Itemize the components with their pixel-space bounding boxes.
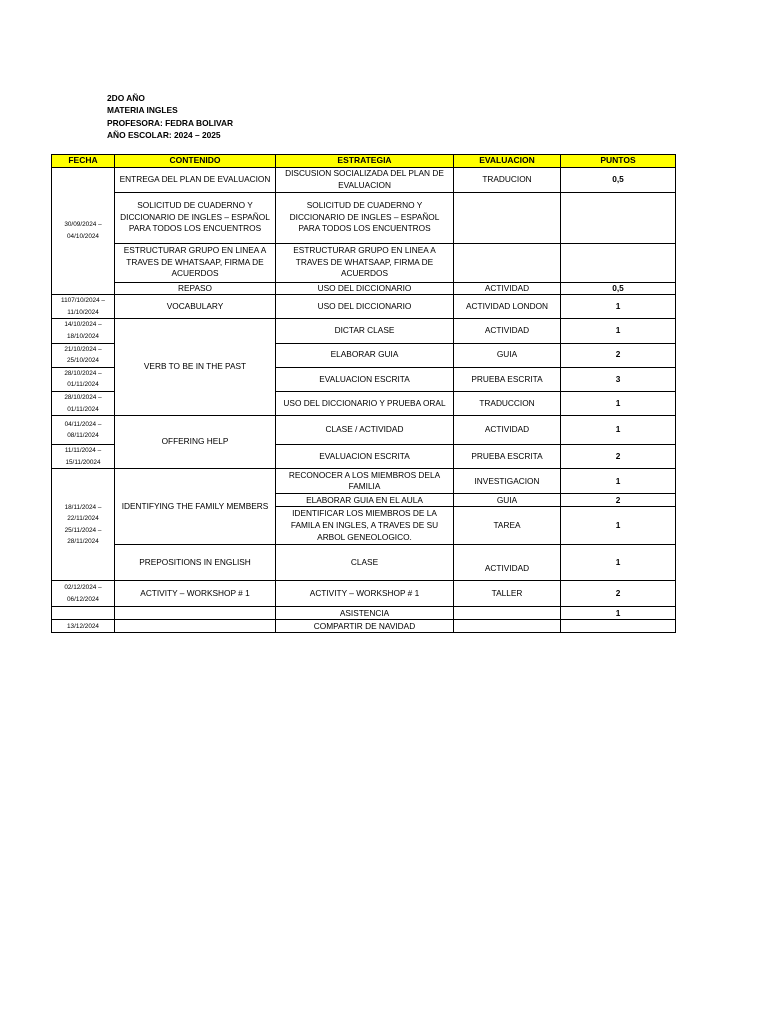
evaluation-cell: TRADUCCION bbox=[454, 391, 561, 415]
content-cell: PREPOSITIONS IN ENGLISH bbox=[115, 545, 276, 581]
date-cell bbox=[52, 607, 115, 620]
date-cell: 28/10/2024 – 01/11/2024 bbox=[52, 367, 115, 391]
date-cell: 13/12/2024 bbox=[52, 620, 115, 633]
points-cell bbox=[561, 243, 676, 282]
column-header-puntos: PUNTOS bbox=[561, 155, 676, 168]
points-cell: 2 bbox=[561, 343, 676, 367]
date-cell: 04/11/2024 – 08/11/2024 bbox=[52, 416, 115, 445]
strategy-cell: CLASE / ACTIVIDAD bbox=[276, 416, 454, 445]
points-cell: 3 bbox=[561, 367, 676, 391]
evaluation-cell bbox=[454, 620, 561, 633]
strategy-cell: ESTRUCTURAR GRUPO EN LINEA A TRAVES DE WHATSAAP, FIRMA DE ACUERDOS bbox=[276, 243, 454, 282]
table-row bbox=[52, 545, 676, 581]
date-cell: 21/10/2024 – 25/10/2024 bbox=[52, 343, 115, 367]
document-header bbox=[107, 92, 233, 142]
evaluation-cell: ACTIVIDAD bbox=[454, 282, 561, 295]
column-header-contenido: CONTENIDO bbox=[115, 155, 276, 168]
evaluation-cell: ACTIVIDAD bbox=[454, 319, 561, 343]
date-cell: 18/11/2024 – 22/11/2024 25/11/2024 – 28/11/2024 bbox=[52, 469, 115, 581]
evaluation-cell: PRUEBA ESCRITA bbox=[454, 367, 561, 391]
strategy-cell: USO DEL DICCIONARIO bbox=[276, 282, 454, 295]
points-cell: 1 bbox=[561, 607, 676, 620]
table-row bbox=[52, 607, 676, 620]
points-cell: 2 bbox=[561, 494, 676, 507]
evaluation-cell: PRUEBA ESCRITA bbox=[454, 445, 561, 469]
content-cell: SOLICITUD DE CUADERNO Y DICCIONARIO DE INGLES – ESPAÑOL PARA TODOS LOS ENCUENTROS bbox=[115, 192, 276, 243]
table-row bbox=[52, 416, 676, 445]
teacher-label: PROFESORA: FEDRA BOLIVAR bbox=[107, 117, 234, 128]
table-row bbox=[52, 295, 676, 319]
content-cell bbox=[115, 607, 276, 620]
evaluation-cell: ACTIVIDAD LONDON bbox=[454, 295, 561, 319]
table-row bbox=[52, 243, 676, 282]
content-cell: VERB TO BE IN THE PAST bbox=[115, 319, 276, 416]
date-cell: 1107/10/2024 – 11/10/2024 bbox=[52, 295, 115, 319]
points-cell bbox=[561, 192, 676, 243]
date-cell: 02/12/2024 – 06/12/2024 bbox=[52, 581, 115, 607]
evaluation-cell: ACTIVIDAD bbox=[454, 416, 561, 445]
points-cell: 0,5 bbox=[561, 282, 676, 295]
content-cell: REPASO bbox=[115, 282, 276, 295]
points-cell: 1 bbox=[561, 416, 676, 445]
date-cell: 28/10/2024 – 01/11/2024 bbox=[52, 391, 115, 415]
evaluation-cell: GUIA bbox=[454, 343, 561, 367]
points-cell bbox=[561, 620, 676, 633]
points-cell: 1 bbox=[561, 391, 676, 415]
evaluation-cell: TRADUCION bbox=[454, 167, 561, 192]
strategy-cell: EVALUACION ESCRITA bbox=[276, 367, 454, 391]
points-cell: 2 bbox=[561, 581, 676, 607]
strategy-cell: ELABORAR GUIA bbox=[276, 343, 454, 367]
strategy-cell: CLASE bbox=[276, 545, 454, 581]
subject-label: MATERIA INGLES bbox=[107, 105, 178, 116]
strategy-cell: USO DEL DICCIONARIO bbox=[276, 295, 454, 319]
strategy-cell: EVALUACION ESCRITA bbox=[276, 445, 454, 469]
points-cell: 0,5 bbox=[561, 167, 676, 192]
content-cell bbox=[115, 620, 276, 633]
content-cell: ESTRUCTURAR GRUPO EN LINEA A TRAVES DE WHATSAAP, FIRMA DE ACUERDOS bbox=[115, 243, 276, 282]
strategy-cell: SOLICITUD DE CUADERNO Y DICCIONARIO DE INGLES – ESPAÑOL PARA TODOS LOS ENCUENTROS bbox=[276, 192, 454, 243]
table-row bbox=[52, 620, 676, 633]
points-cell: 2 bbox=[561, 445, 676, 469]
school-year-label: AÑO ESCOLAR: 2024 – 2025 bbox=[107, 130, 221, 141]
date-cell: 14/10/2024 – 18/10/2024 bbox=[52, 319, 115, 343]
table-row bbox=[52, 167, 676, 192]
points-cell: 1 bbox=[561, 507, 676, 545]
strategy-cell: ASISTENCIA bbox=[276, 607, 454, 620]
strategy-cell: DICTAR CLASE bbox=[276, 319, 454, 343]
strategy-cell: COMPARTIR DE NAVIDAD bbox=[276, 620, 454, 633]
evaluation-cell: GUIA bbox=[454, 494, 561, 507]
content-cell: VOCABULARY bbox=[115, 295, 276, 319]
points-cell: 1 bbox=[561, 295, 676, 319]
evaluation-cell bbox=[454, 607, 561, 620]
points-cell: 1 bbox=[561, 545, 676, 581]
strategy-cell: RECONOCER A LOS MIEMBROS DELA FAMILIA bbox=[276, 469, 454, 494]
table-row bbox=[52, 469, 676, 494]
evaluation-plan-table bbox=[51, 154, 676, 633]
column-header-estrategia: ESTRATEGIA bbox=[276, 155, 454, 168]
strategy-cell: IDENTIFICAR LOS MIEMBROS DE LA FAMILA EN INGLES, A TRAVES DE SU ARBOL GENEOLOGICO. bbox=[276, 507, 454, 545]
column-header-evaluacion: EVALUACION bbox=[454, 155, 561, 168]
content-cell: ACTIVITY – WORKSHOP # 1 bbox=[115, 581, 276, 607]
content-cell: ENTREGA DEL PLAN DE EVALUACION bbox=[115, 167, 276, 192]
table-row bbox=[52, 319, 676, 343]
column-header-fecha: FECHA bbox=[52, 155, 115, 168]
date-cell: 11/11/2024 – 15/11/20024 bbox=[52, 445, 115, 469]
content-cell: OFFERING HELP bbox=[115, 416, 276, 469]
table-row bbox=[52, 192, 676, 243]
table-header-row bbox=[52, 155, 676, 168]
grade-label: 2DO AÑO bbox=[107, 93, 145, 103]
content-cell: IDENTIFYING THE FAMILY MEMBERS bbox=[115, 469, 276, 545]
points-cell: 1 bbox=[561, 469, 676, 494]
evaluation-cell: INVESTIGACION bbox=[454, 469, 561, 494]
table-row bbox=[52, 282, 676, 295]
strategy-cell: USO DEL DICCIONARIO Y PRUEBA ORAL bbox=[276, 391, 454, 415]
strategy-cell: DISCUSION SOCIALIZADA DEL PLAN DE EVALUACION bbox=[276, 167, 454, 192]
evaluation-cell: TALLER bbox=[454, 581, 561, 607]
strategy-cell: ACTIVITY – WORKSHOP # 1 bbox=[276, 581, 454, 607]
evaluation-cell: ACTIVIDAD bbox=[454, 545, 561, 581]
table-row bbox=[52, 581, 676, 607]
evaluation-cell bbox=[454, 192, 561, 243]
evaluation-cell bbox=[454, 243, 561, 282]
date-cell: 30/09/2024 – 04/10/2024 bbox=[52, 167, 115, 295]
points-cell: 1 bbox=[561, 319, 676, 343]
strategy-cell: ELABORAR GUIA EN EL AULA bbox=[276, 494, 454, 507]
evaluation-cell: TAREA bbox=[454, 507, 561, 545]
